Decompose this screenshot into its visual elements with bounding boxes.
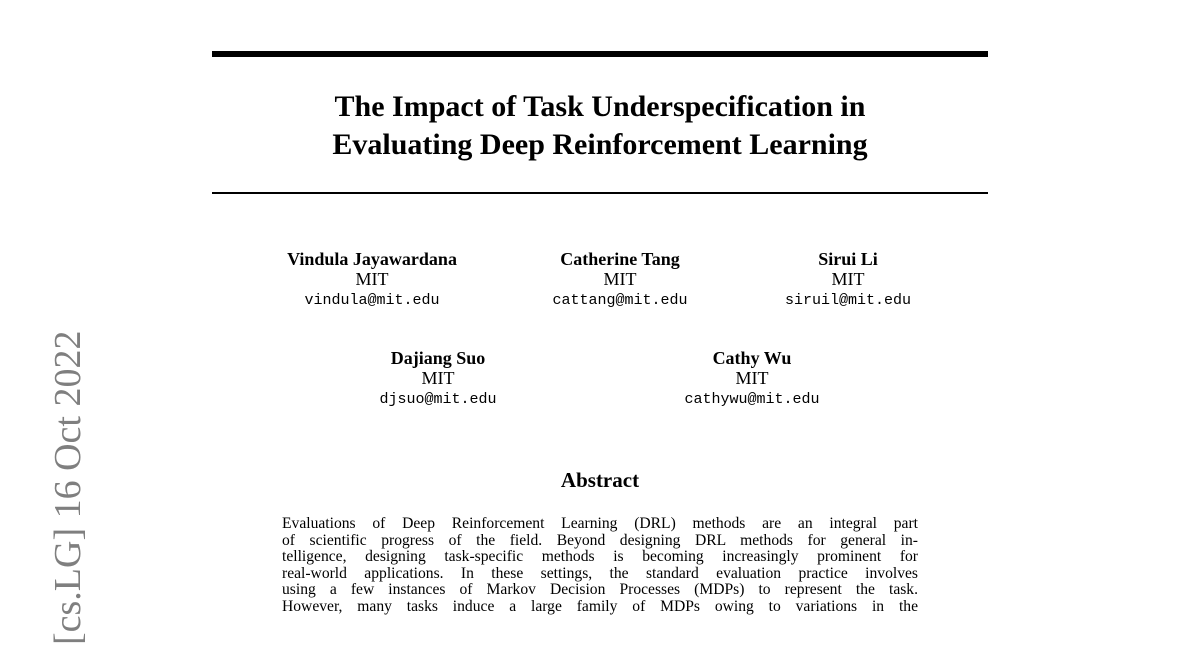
abstract-line: real-world applications. In these settings, the standard evaluation practice involves [282, 564, 918, 582]
abstract-line: Evaluations of Deep Reinforcement Learning (DRL) methods are an integral part [282, 515, 918, 532]
author-block [738, 249, 958, 313]
author-block [642, 348, 862, 412]
author-name: Cathy Wu [712, 348, 792, 368]
author-block [262, 249, 482, 313]
paper-title [212, 88, 988, 164]
author-affiliation: MIT [735, 368, 769, 388]
author-block [510, 249, 730, 313]
author-affiliation: MIT [421, 368, 455, 388]
author-email: cattang@mit.edu [552, 292, 688, 309]
author-name: Vindula Jayawardana [287, 249, 457, 269]
author-email: djsuo@mit.edu [379, 391, 497, 408]
abstract-line: of scientific progress of the field. Beyond designing DRL methods for general in- [282, 531, 918, 549]
author-affiliation: MIT [831, 269, 865, 289]
abstract-body [282, 516, 918, 616]
author-block [328, 348, 548, 412]
arxiv-side-stamp: [cs.LG] 16 Oct 2022 [47, 330, 89, 645]
title-bottom-rule [212, 192, 988, 194]
title-line: The Impact of Task Underspecification in [334, 90, 866, 123]
abstract-line: using a few instances of Markov Decision Processes (MDPs) to represent the task. [282, 581, 918, 599]
author-email: vindula@mit.edu [304, 292, 440, 309]
author-email: siruil@mit.edu [784, 292, 912, 309]
abstract-line: However, many tasks induce a large family of MDPs owing to variations in the [282, 597, 918, 615]
author-name: Catherine Tang [560, 249, 680, 269]
abstract-heading: Abstract [560, 468, 640, 492]
author-affiliation: MIT [603, 269, 637, 289]
author-affiliation: MIT [355, 269, 389, 289]
title-line: Evaluating Deep Reinforcement Learning [332, 128, 868, 161]
author-email: cathywu@mit.edu [684, 391, 820, 408]
top-rule [212, 51, 988, 57]
abstract-line: telligence, designing task-specific methods is becoming increasingly prominent for [282, 548, 918, 566]
author-name: Sirui Li [818, 249, 878, 269]
author-name: Dajiang Suo [390, 348, 486, 368]
